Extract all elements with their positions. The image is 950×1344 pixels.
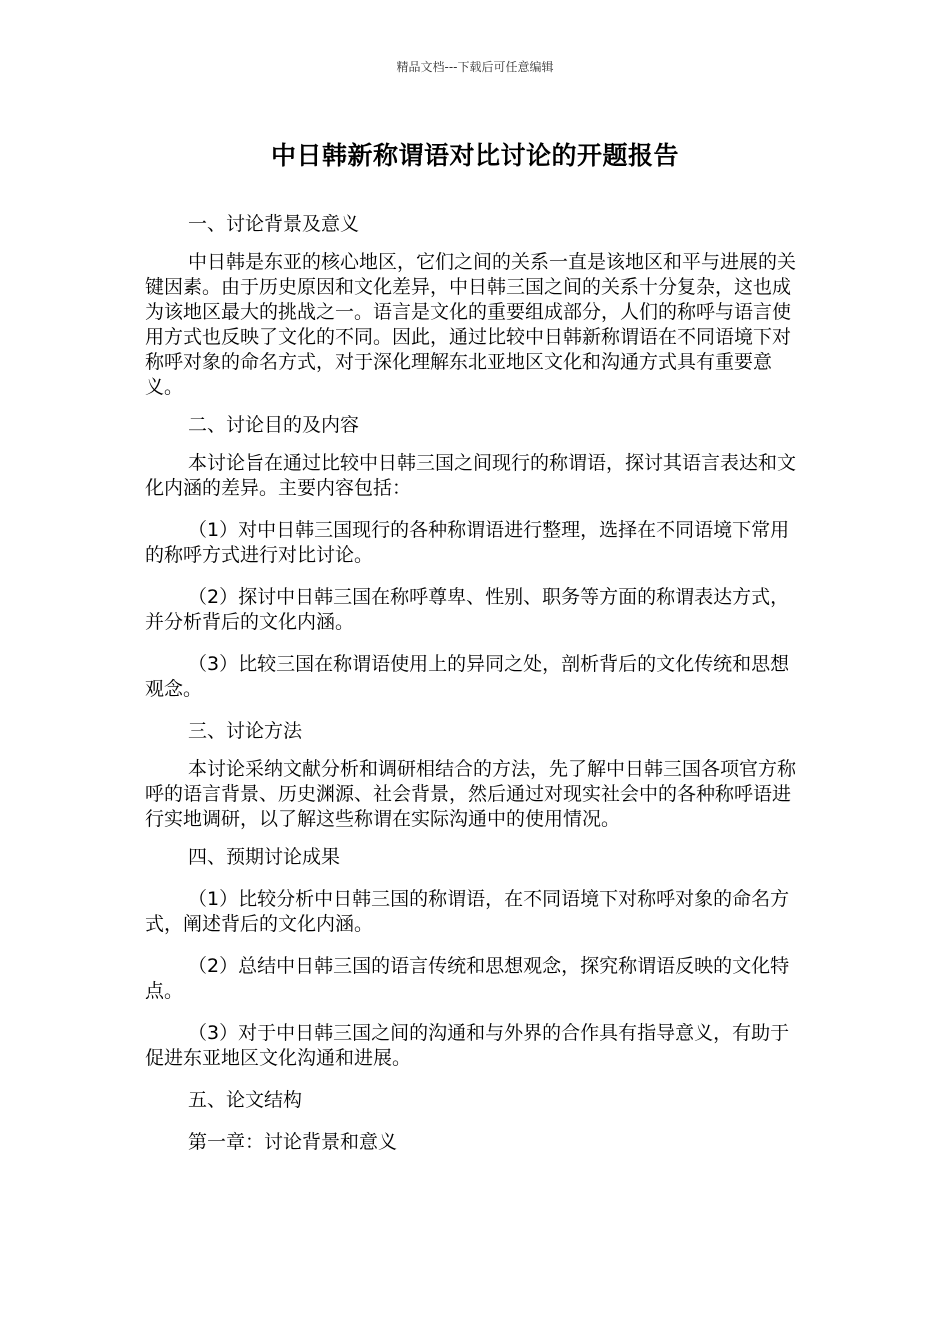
- section-heading-purpose: 二、讨论目的及内容: [188, 414, 360, 436]
- list-item-purpose-2: （2）探讨中日韩三国在称呼尊卑、性别、职务等方面的称谓表达方式，并分析背后的文化内涵。: [145, 586, 790, 633]
- section-heading-method: 三、讨论方法: [188, 720, 303, 742]
- list-item-purpose-1: （1）对中日韩三国现行的各种称谓语进行整理，选择在不同语境下常用的称呼方式进行对比讨论。: [145, 519, 790, 566]
- section-heading-structure: 五、论文结构: [188, 1089, 303, 1111]
- paragraph-method: 本讨论采纳文献分析和调研相结合的方法，先了解中日韩三国各项官方称呼的语言背景、历史渊源、社会背景，然后通过对现实社会中的各种称呼语进行实地调研，以了解这些称谓在实际沟通中的使用情况。: [145, 758, 797, 830]
- list-item-purpose-3: （3）比较三国在称谓语使用上的异同之处，剖析背后的文化传统和思想观念。: [145, 653, 790, 700]
- paragraph-purpose: 本讨论旨在通过比较中日韩三国之间现行的称谓语，探讨其语言表达和文化内涵的差异。主要内容包括：: [145, 452, 797, 499]
- list-item-outcome-1: （1）比较分析中日韩三国的称谓语，在不同语境下对称呼对象的命名方式，阐述背后的文化内涵。: [145, 888, 790, 935]
- section-heading-background: 一、讨论背景及意义: [188, 213, 360, 235]
- list-item-outcome-3: （3）对于中日韩三国之间的沟通和与外界的合作具有指导意义，有助于促进东亚地区文化沟通和进展。: [145, 1022, 790, 1069]
- section-heading-outcomes: 四、预期讨论成果: [188, 846, 341, 868]
- list-item-outcome-2: （2）总结中日韩三国的语言传统和思想观念，探究称谓语反映的文化特点。: [145, 955, 790, 1002]
- chapter-1-line: 第一章：讨论背景和意义: [188, 1131, 398, 1153]
- document-title: 中日韩新称谓语对比讨论的开题报告: [270, 141, 679, 170]
- page-header: 精品文档---下载后可任意编辑: [396, 60, 554, 74]
- paragraph-background: 中日韩是东亚的核心地区，它们之间的关系一直是该地区和平与进展的关键因素。由于历史原因和文化差异，中日韩三国之间的关系十分复杂，这也成为该地区最大的挑战之一。语言是文化的重要组成部分，人们的称呼与语言使用方式也反映了文化的不同。因此，通过比较中日韩新称谓语在不同语境下对称呼对象的命名方式，对于深化理解东北亚地区文化和沟通方式具有重要意义。: [145, 251, 797, 398]
- document-body: [145, 212, 807, 1168]
